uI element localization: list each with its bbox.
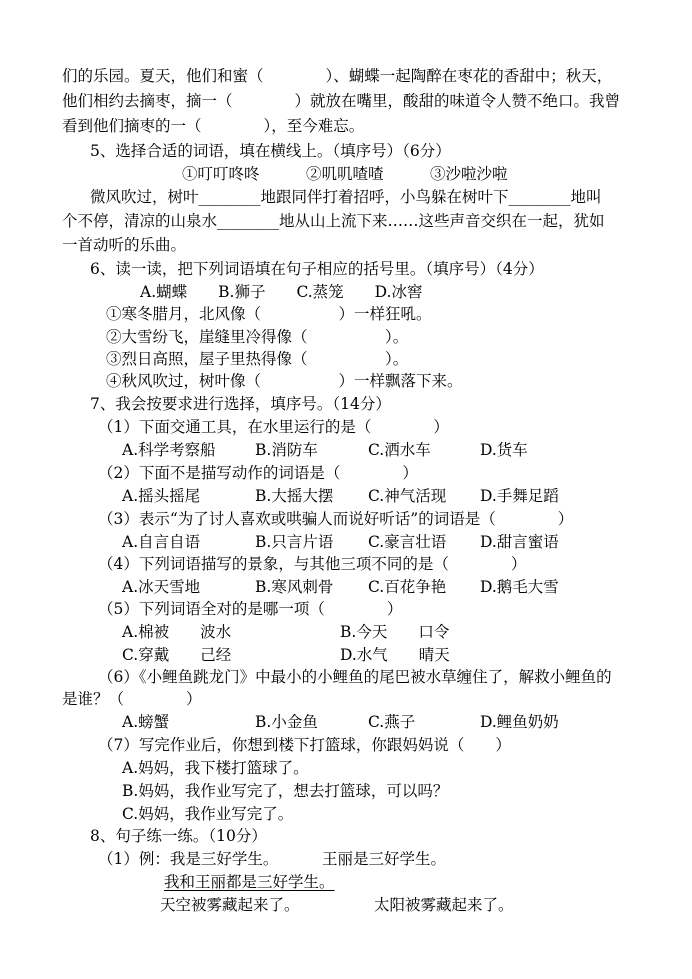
passage-line-1: 们的乐园。夏天，他们和蜜（ ）、蝴蝶一起陶醉在枣花的香甜中；秋天， xyxy=(62,67,613,85)
q8-example-answer: 我和王丽都是三好学生。 xyxy=(164,873,335,891)
q6-sentence-3: ③烈日高照，屋子里热得像（ ）。 xyxy=(106,350,409,368)
q5-line-3: 一首动听的乐曲。 xyxy=(62,236,187,254)
q7-1-option-d: D.货车 xyxy=(480,441,528,459)
q7-2-option-c: C.神气活现 xyxy=(368,487,447,505)
q8-task-sentence-a: 天空被雾藏起来了。 xyxy=(160,896,300,914)
q7-3-question: （3）表示“为了讨人喜欢或哄骗人而说好听话”的词语是（ ） xyxy=(98,510,574,528)
q7-7-option-b: B.妈妈，我作业写完了，想去打篮球，可以吗？ xyxy=(122,782,449,800)
q7-6-option-c: C.燕子 xyxy=(368,713,416,731)
q7-5-option-a: A.棉被 波水 xyxy=(122,623,232,641)
q7-1-question: （1）下面交通工具，在水里运行的是（ ） xyxy=(98,418,449,436)
q7-6-option-a: A.螃蟹 xyxy=(122,713,170,731)
q6-options: A.蝴蝶 B.狮子 C.蒸笼 D.冰窖 xyxy=(140,283,423,301)
q7-5-question: （5）下列词语全对的是哪一项（ ） xyxy=(98,600,403,618)
q7-1-option-c: C.洒水车 xyxy=(368,441,431,459)
q7-2-option-d: D.手舞足蹈 xyxy=(480,487,559,505)
q7-3-option-d: D.甜言蜜语 xyxy=(480,533,559,551)
q7-2-option-b: B.大摇大摆 xyxy=(255,487,334,505)
q7-5-option-d: D.水气 晴天 xyxy=(340,646,450,664)
q7-5-option-c: C.穿戴 己经 xyxy=(122,646,232,664)
q7-4-option-c: C.百花争艳 xyxy=(368,578,447,596)
q7-7-question: （7）写完作业后，你想到楼下打篮球，你跟妈妈说（ ） xyxy=(98,736,511,754)
q7-7-option-c: C.妈妈，我作业写完了。 xyxy=(122,805,294,823)
q7-4-option-d: D.鹅毛大雪 xyxy=(480,578,559,596)
q8-example-sentence-b: 王丽是三好学生。 xyxy=(322,850,447,868)
q7-1-option-a: A.科学考察船 xyxy=(122,441,216,459)
q6-sentence-2: ②大雪纷飞，崖缝里冷得像（ ）。 xyxy=(106,328,409,346)
q7-7-option-a: A.妈妈，我下楼打篮球了。 xyxy=(122,759,309,777)
q7-4-option-a: A.冰天雪地 xyxy=(122,578,201,596)
passage-line-3: 看到他们摘枣的一（ ），至今难忘。 xyxy=(62,117,365,135)
passage-line-2: 他们相约去摘枣，摘一（ ）就放在嘴里，酸甜的味道令人赞不绝口。我曾 xyxy=(62,92,621,110)
q5-options: ①叮叮咚咚 ②叽叽喳喳 ③沙啦沙啦 xyxy=(182,165,508,183)
q8-title: 8、句子练一练。（10分） xyxy=(90,827,267,845)
q7-title: 7、我会按要求进行选择，填序号。（14分） xyxy=(90,395,391,413)
q7-6-question-line-2: 是谁？（ ） xyxy=(62,690,202,708)
q7-1-option-b: B.消防车 xyxy=(255,441,318,459)
q6-sentence-1: ①寒冬腊月，北风像（ ）一样狂吼。 xyxy=(106,305,432,323)
q7-4-option-b: B.寒风刺骨 xyxy=(255,578,334,596)
q7-6-question-line-1: （6）《小鲤鱼跳龙门》中最小的小鲤鱼的尾巴被水草缠住了，解救小鲤鱼的 xyxy=(98,668,612,686)
q7-2-option-a: A.摇头摇尾 xyxy=(122,487,201,505)
q7-2-question: （2）下面不是描写动作的词语是（ ） xyxy=(98,464,418,482)
q7-4-question: （4）下列词语描写的景象，与其他三项不同的是（ ） xyxy=(98,555,527,573)
q7-5-option-b: B.今天 口令 xyxy=(340,623,450,641)
q8-task-sentence-b: 太阳被雾藏起来了。 xyxy=(374,896,514,914)
q7-3-option-b: B.只言片语 xyxy=(255,533,334,551)
q8-example-sentence-a: （1）例：我是三好学生。 xyxy=(98,850,279,868)
q6-title: 6、读一读，把下列词语填在句子相应的括号里。（填序号）（4分） xyxy=(90,260,544,278)
q5-line-2: 个不停，清凉的山泉水________地从山上流下来……这些声音交织在一起，犹如 xyxy=(62,212,605,230)
q7-6-option-b: B.小金鱼 xyxy=(255,713,318,731)
q6-sentence-4: ④秋风吹过，树叶像（ ）一样飘落下来。 xyxy=(106,372,463,390)
q5-line-1: 微风吹过，树叶________地跟同伴打着招呼，小鸟躲在树叶下________地叫 xyxy=(90,188,602,206)
q7-3-option-c: C.豪言壮语 xyxy=(368,533,447,551)
q7-3-option-a: A.自言自语 xyxy=(122,533,201,551)
q7-6-option-d: D.鲤鱼奶奶 xyxy=(480,713,559,731)
q5-title: 5、选择合适的词语，填在横线上。（填序号）（6分） xyxy=(90,142,451,160)
